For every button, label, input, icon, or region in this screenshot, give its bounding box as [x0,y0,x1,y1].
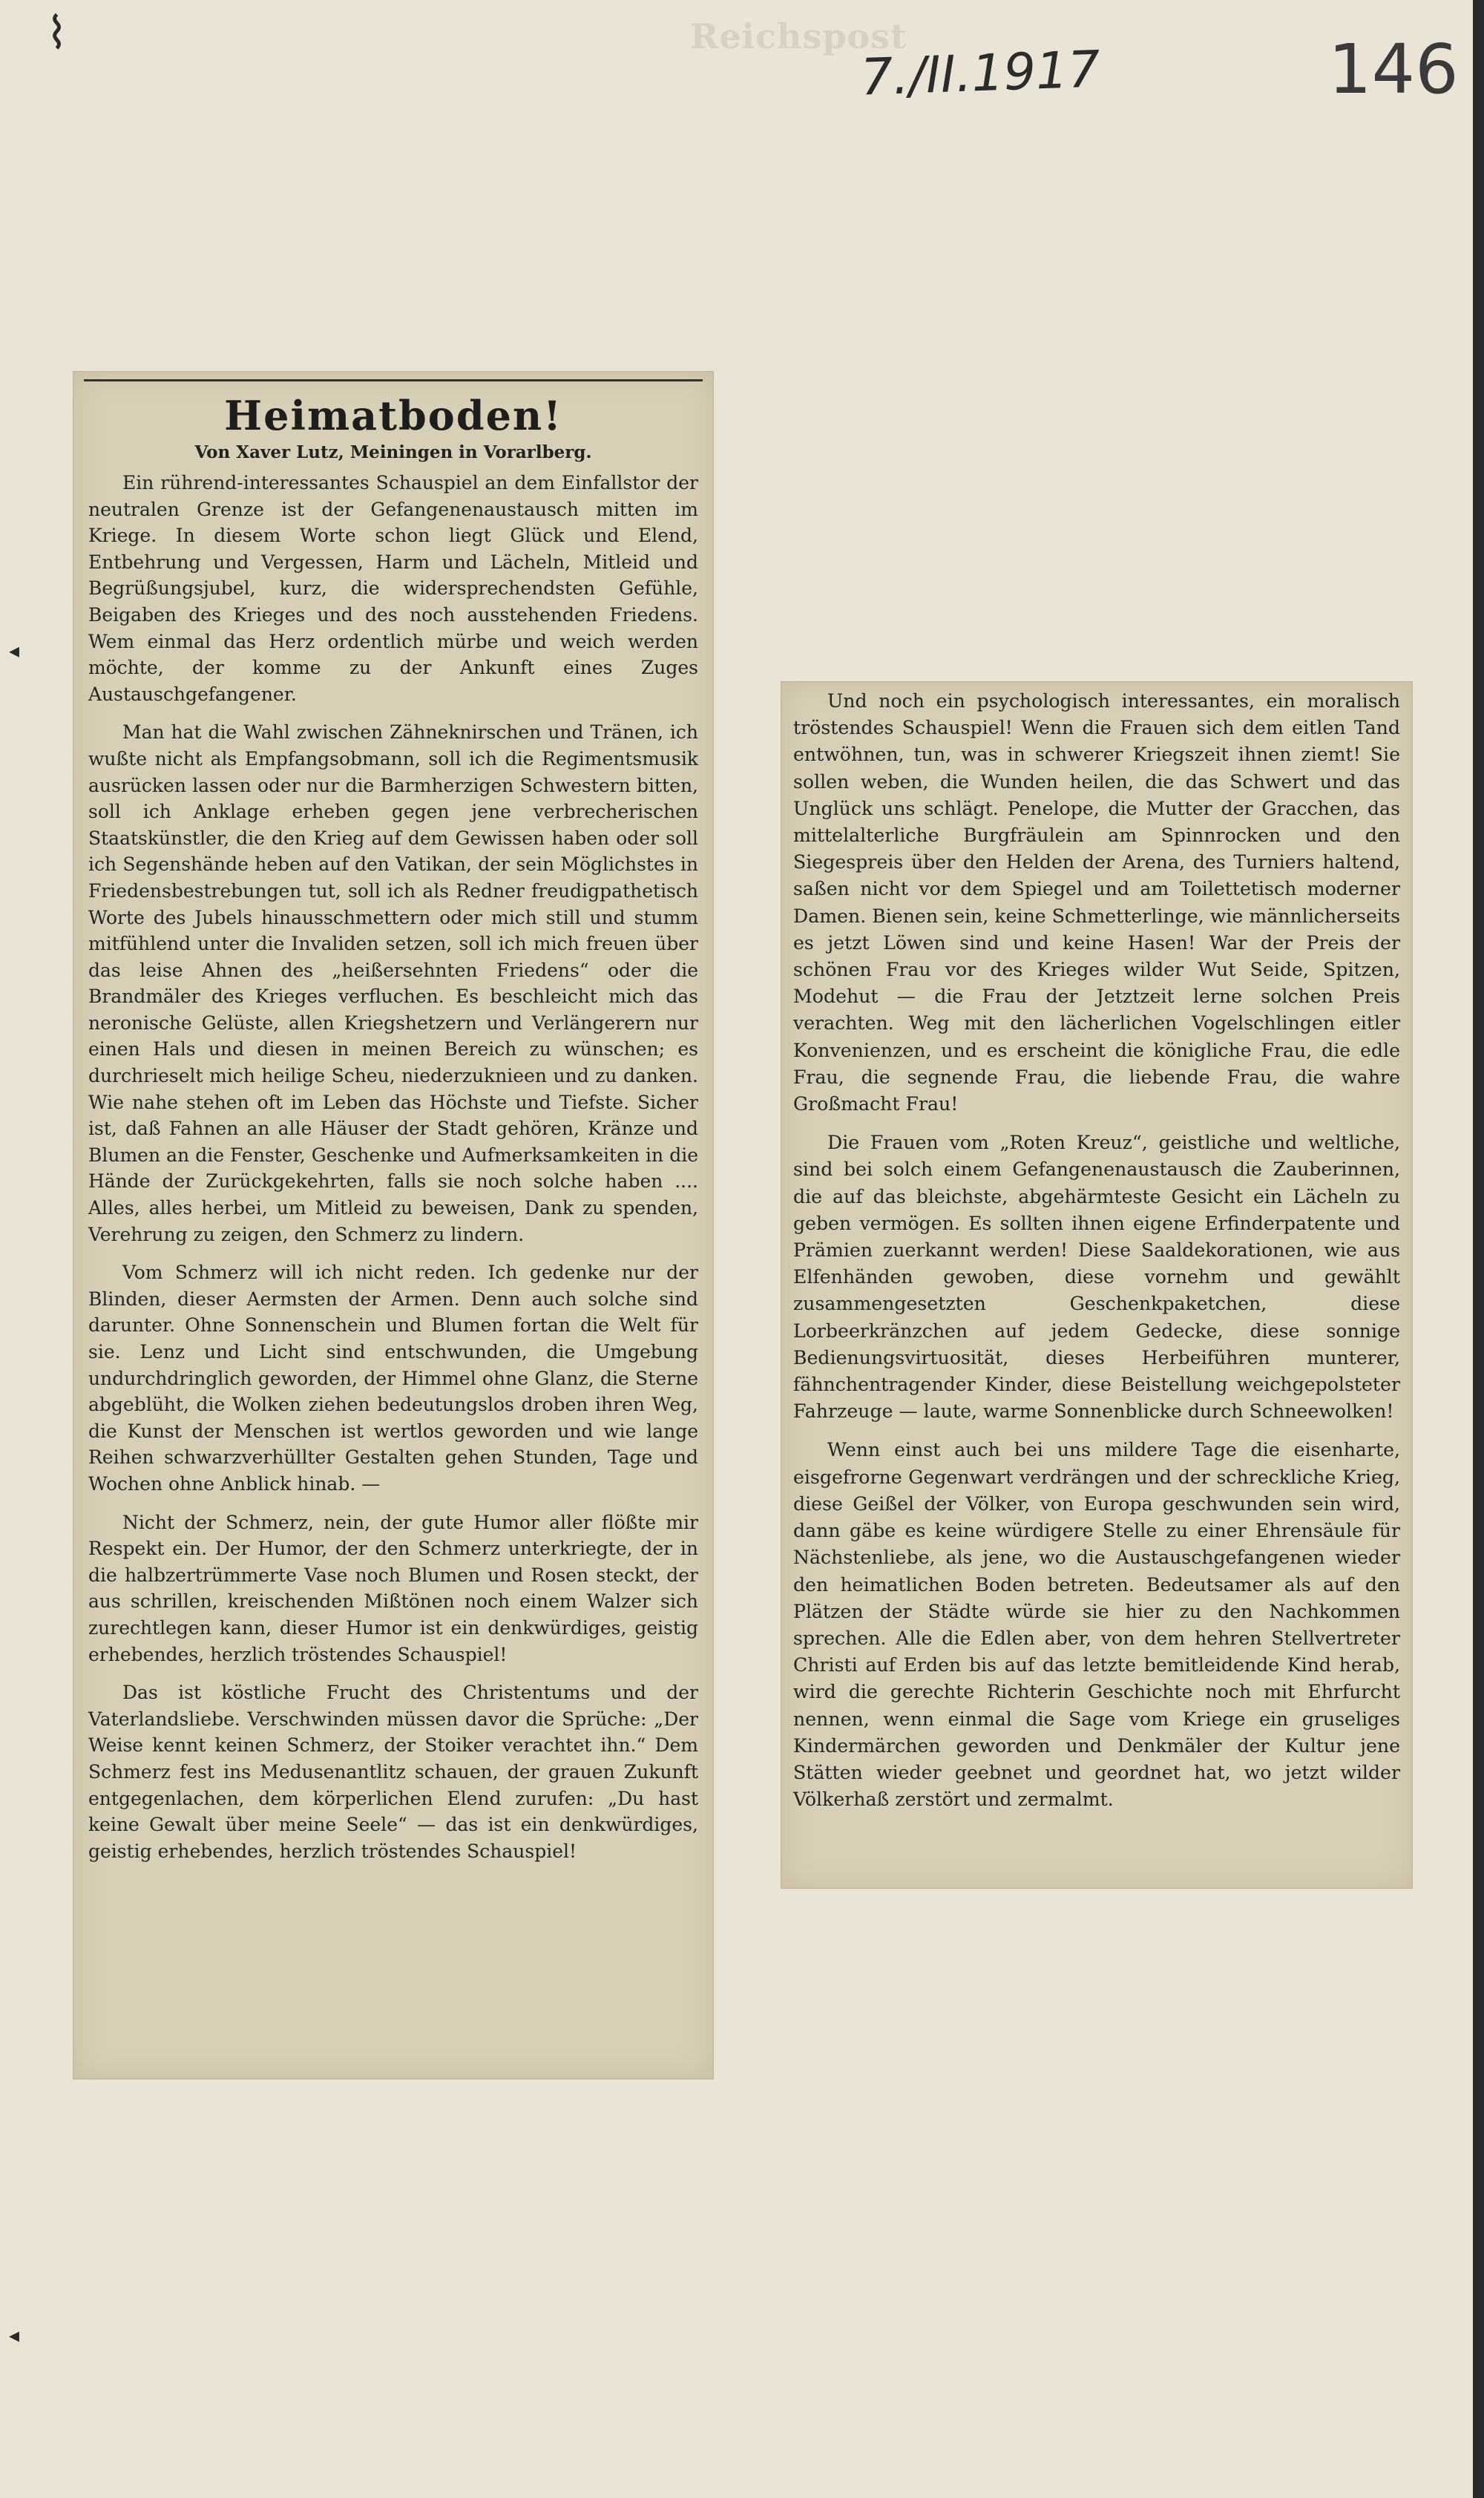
paragraph: Wenn einst auch bei uns mildere Tage die eisenharte, eisgefrorne Gegenwart verdrängen und der schreckliche Krieg, diese Geißel der Völker, von Europa geschwunden sein wird, dann gäbe es keine würdigere Stelle zu einer Ehrensäule für Nächstenliebe, als jene, wo die Austauschgefangenen wieder den heimatlichen Boden betreten. Bedeutsamer als auf den Plätzen der Städte würde sie hier zu den Nachkommen sprechen. Alle die Edlen aber, von dem hehren Stellvertreter Christi auf Erden bis auf das letzte bemitleidende Kind herab, wird die gerechte Richterin Geschichte noch mit Ehrfurcht nennen, wenn einmal die Sage vom Kriege ein gruseliges Kindermärchen geworden und Denkmäler der Kultur jene Stätten wieder geebnet und geordnet hat, wo jetzt wilder Völkerhaß zerstört und zermalmt. [793,1439,1400,1811]
paragraph: Und noch ein psychologisch interessantes, ein moralisch tröstendes Schauspiel! Wenn die Frauen sich dem eitlen Tand entwöhnen, tun, was in schwerer Kriegszeit ihnen ziemt! Sie sollen weben, die Wunden heilen, die das Schwert und das Unglück uns schlägt. Penelope, die Mutter der Gracchen, das mittelalterliche Burgfräulein am Spinnrocken und den Siegespreis über den Helden der Arena, des Turniers haltend, saßen nicht vor dem Spiegel und am Toilettetisch moderner Damen. Bienen sein, keine Schmetterlinge, wie männlicherseits es jetzt Löwen sind und keine Hasen! War der Preis der schönen Frau vor des Krieges wilder Wut Seide, Spitzen, Modehut — die Frau der Jetztzeit lerne solchen Preis verachten. Weg mit den lächerlichen Vogelschlingen eitler Konvenienzen, und es erscheint die königliche Frau, die edle Frau, die segnende Frau, die liebende Frau, die wahre Großmacht Frau! [793,690,1400,1115]
paragraph: Vom Schmerz will ich nicht reden. Ich gedenke nur der Blinden, dieser Aermsten der Armen. Denn auch solche sind darunter. Ohne Sonnenschein und Blumen fortan die Welt für sie. Lenz und Licht sind entschwunden, die Umgebung undurchdringlich geworden, der Himmel ohne Glanz, die Sterne abgeblüht, die Wolken ziehen bedeutungslos droben ihren Weg, die Kunst der Menschen ist wertlos geworden und wie lange Reihen schwarzverhüllter Gestalten gehen Stunden, Tage und Wochen ohne Anblick hinab. — [88,1262,698,1495]
page-edge [1473,0,1484,2498]
newspaper-clipping-left [73,371,714,2079]
article-byline: Von Xaver Lutz, Meiningen in Vorarlberg. [194,442,592,462]
paragraph: Das ist köstliche Frucht des Christentums und der Vaterlandsliebe. Verschwinden müssen davor die Sprüche: „Der Weise kennt keinen Schmerz, der Stoiker verachtet ihn.“ Dem Schmerz fest ins Medusenantlitz schauen, der grauen Zukunft entgegenlachen, dem körperlichen Elend zurufen: „Du hast keine Gewalt über meine Seele“ — das ist ein denkwürdiges, geistig erhebendes, herzlich tröstendes Schauspiel! [88,1682,698,1862]
pin-mark-icon: ⌇ [46,7,68,59]
paragraph: Man hat die Wahl zwischen Zähneknirschen und Tränen, ich wußte nicht als Empfangsobmann, soll ich die Regimentsmusik ausrücken lassen oder nur die Barmherzigen Schwestern bitten, soll ich Anklage erheben gegen jene verbrecherischen Staatskünstler, die den Krieg auf dem Gewissen haben oder soll ich Segenshände heben auf den Vatikan, der sein Möglichstes in Friedensbestrebungen tut, soll ich als Redner freudigpathetisch Worte des Jubels hinausschmettern oder mich still und stumm mitfühlend unter die Invaliden setzen, soll ich mich freuen über das leise Ahnen des „heißersehnten Friedens“ oder die Brandmäler des Krieges verfluchen. Es beschleicht mich das neronische Gelüste, allen Kriegshetzern und Verlängerern nur einen Hals und diesen in meinen Bereich zu wünschen; es durchrieselt mich heilige Scheu, niederzuknieen und zu danken. Wie nahe stehen oft im Leben das Höchste und Tiefste. Sicher ist, daß Fahnen an alle Häuser der Stadt gehören, Kränze und Blumen an die Fenster, Geschenke und Aufmerksamkeiten in die Hände der Zurückgekehrten, falls sie noch solche haben .... Alles, alles herbei, um Mitleid zu beweisen, Dank zu spenden, Verehrung zu zeigen, den Schmerz zu lindern. [88,721,698,1245]
paragraph: Nicht der Schmerz, nein, der gute Humor aller flößte mir Respekt ein. Der Humor, der den Schmerz unterkriegte, der in die halbzertrümmerte Vase noch Blumen und Rosen steckt, der aus schrillen, kreischenden Mißtönen noch einem Walzer sich zurechtlegen kann, dieser Humor ist ein denkwürdiges, geistig erhebendes, herzlich tröstendes Schauspiel! [88,1511,698,1665]
notch-icon: ◂ [9,2323,20,2347]
newspaper-stamp: Reichspost [690,16,907,56]
top-rule [84,379,703,381]
notch-icon: ◂ [9,638,20,663]
newspaper-clipping-right [781,681,1413,1889]
folio-number: 146 [1328,30,1459,109]
paragraph: Ein rührend-interessantes Schauspiel an dem Einfallstor der neutralen Grenze ist der Gefangenenaustausch mitten im Kriege. In diesem Worte schon liegt Glück und Elend, Entbehrung und Vergessen, Harm und Lächeln, Mitleid und Begrüßungsjubel, kurz, die widersprechendsten Gefühle, Beigaben des Krieges und des noch ausstehenden Friedens. Wem einmal das Herz ordentlich mürbe und weich werden möchte, der komme zu der Ankunft eines Zuges Austauschgefangener. [88,472,698,705]
handwritten-date: 7./II.1917 [859,40,1101,108]
paragraph: Die Frauen vom „Roten Kreuz“, geistliche und weltliche, sind bei solch einem Gefangenenaustausch die Zauberinnen, die auf das bleichste, abgehärmteste Gesicht ein Lächeln zu geben vermögen. Es sollten ihnen eigene Erfinderpatente und Prämien zuerkannt werden! Diese Saaldekorationen, wie aus Elfenhänden gewoben, diese vornehm und gewählt zusammengesetzten Geschenkpaketchen, diese Lorbeerkränzchen auf jedem Gedecke, diese sonnige Bedienungsvirtuosität, dieses Herbeiführen munterer, fähnchentragender Kinder, diese Beistellung weichgepolsteter Fahrzeuge — laute, warme Sonnenblicke durch Schneewolken! [793,1132,1400,1423]
article-title: Heimatboden! [224,392,562,439]
